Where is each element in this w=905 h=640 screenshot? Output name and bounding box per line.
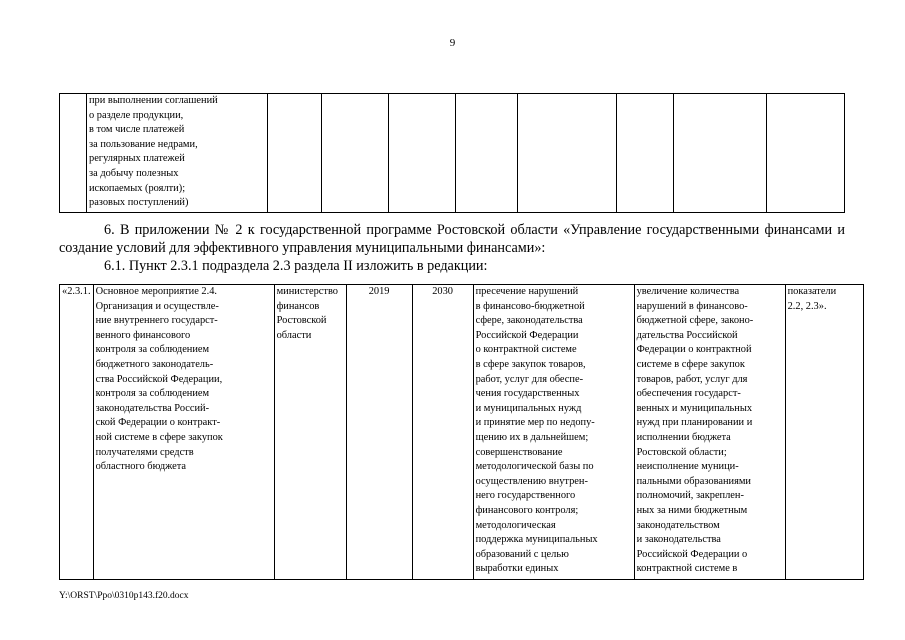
table-cell bbox=[322, 94, 389, 213]
table-cell bbox=[60, 94, 87, 213]
table-cell bbox=[518, 94, 617, 213]
table-cell: при выполнении соглашений о разделе продукции, в том числе платежей за пользование недрами, регулярных платежей за добычу полезных ископаемых (роялти); разовых поступлений) bbox=[87, 94, 268, 213]
table-cell-end-year: 2030 bbox=[412, 285, 473, 580]
table-cell bbox=[456, 94, 518, 213]
table-cell bbox=[767, 94, 845, 213]
paragraph-6 bbox=[59, 221, 845, 257]
table-cell-consequences: увеличение количества нарушений в финансово- бюджетной сфере, законо- дательства Российской Федерации о контрактной системе в сфере закупок товаров, работ, услуг для обеспечения государст- венных и муниципальных нужд при планировании и исполнении бюджета Ростовской области; неисполнение муници- пальными образованиями полномочий, закреплен- ных за ними бюджетным законодательством и законодательства Российской Федерации о контрактной системе в bbox=[634, 285, 785, 580]
table-cell-executor: министерство финансов Ростовской области bbox=[274, 285, 346, 580]
table-cell-expected-result: пресечение нарушений в финансово-бюджетной сфере, законодательства Российской Федерации о контрактной системе в сфере закупок товаров, работ, услуг для обеспе- чения государственных и муниципальных нужд и принятие мер по недопу- щению их в дальнейшем; совершенствование методологической базы по осуществлению внутрен- него государственного финансового контроля; методологическая поддержка муниципальных образований с целью выработки единых bbox=[473, 285, 634, 580]
table-cell bbox=[617, 94, 674, 213]
table-cell-measure: Основное мероприятие 2.4. Организация и осуществле- ние внутреннего государст- венного финансового контроля за соблюдением бюджетного законодатель- ства Российской Федерации, контроля за соблюдением законодательства Россий- ской Федерации о контракт- ной системе в сфере закупок получателями средств областного бюджета bbox=[93, 285, 274, 580]
table-cell bbox=[389, 94, 456, 213]
table-row bbox=[60, 94, 845, 213]
program-table bbox=[59, 284, 864, 580]
table-cell bbox=[268, 94, 322, 213]
paragraph-6-1: 6.1. Пункт 2.3.1 подраздела 2.3 раздела II изложить в редакции: bbox=[104, 258, 488, 274]
footer-file-path: Y:\ORST\Ppo\0310p143.f20.docx bbox=[59, 591, 189, 601]
page-number: 9 bbox=[449, 37, 456, 49]
paragraph-6-text: 6. В приложении № 2 к государственной программе Ростовской области «Управление государственными финансами и создание условий для эффективного управления муниципальными финансами»: bbox=[59, 222, 845, 256]
table-cell-start-year: 2019 bbox=[346, 285, 412, 580]
table-cell-item-number: «2.3.1. bbox=[60, 285, 94, 580]
continuation-table bbox=[59, 93, 845, 213]
table-cell bbox=[674, 94, 767, 213]
table-row bbox=[60, 285, 864, 580]
table-cell-indicators: показатели 2.2, 2.3». bbox=[785, 285, 863, 580]
